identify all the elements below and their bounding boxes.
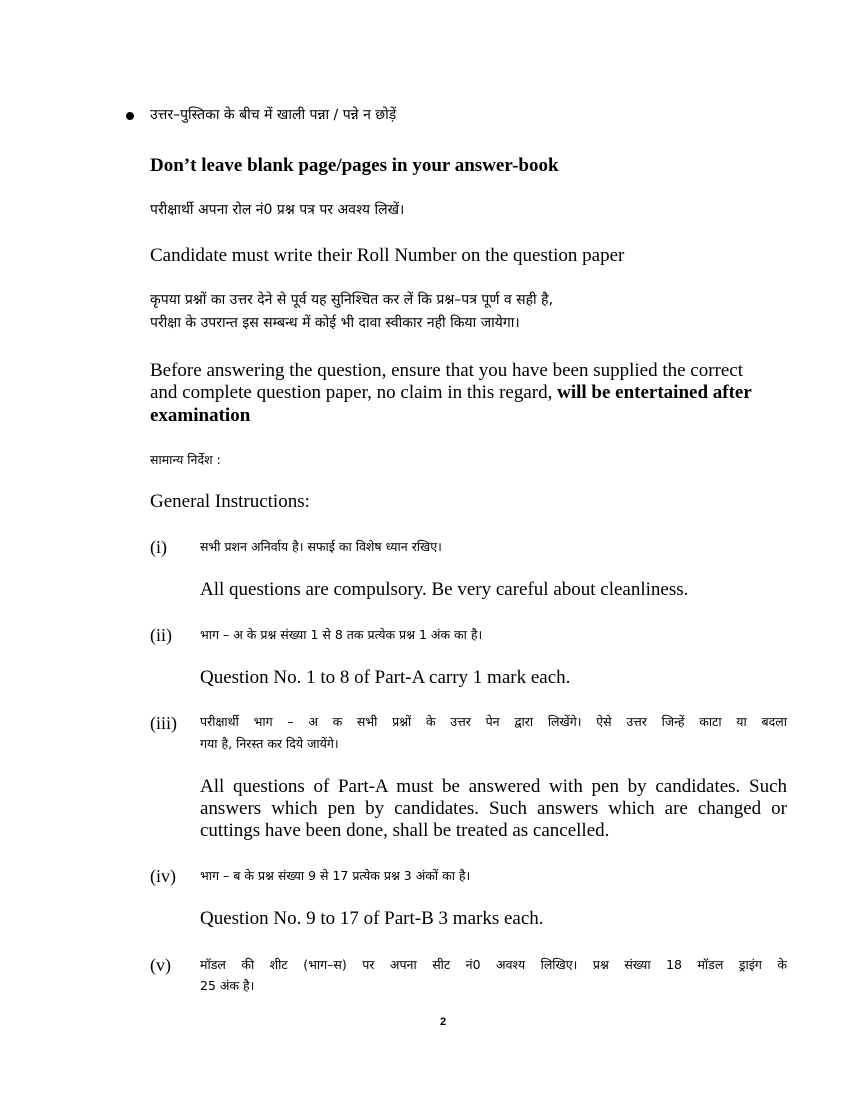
bullet-icon <box>126 112 134 120</box>
instruction-5-hindi-line-1: मॉडल की शीट (भाग–स) पर अपना सीट नं0 अवश्य लिखिए। प्रश्न संख्या 18 मॉडल ड्राइंग के <box>200 957 787 972</box>
paper-check-note-english-line-2 <box>150 381 752 405</box>
instruction-2-english: Question No. 1 to 8 of Part-A carry 1 mark each. <box>200 667 571 688</box>
general-instructions-heading-english: General Instructions: <box>150 491 310 512</box>
paper-check-note-english-line-2-bold: will be entertained after <box>557 382 752 403</box>
instruction-3-english-line-1: All questions of Part-A must be answered with pen by candidates. Such <box>200 776 787 797</box>
paper-check-note-english-line-1: Before answering the question, ensure that you have been supplied the correct <box>150 360 744 381</box>
instruction-3-hindi-line-1: परीक्षार्थी भाग – अ क सभी प्रश्नों के उत्तर पेन द्वारा लिखेंगे। ऐसे उत्तर जिन्हें काटा या बदला <box>200 714 787 729</box>
instruction-3-hindi-line-2: गया है, निरस्त कर दिये जायेंगे। <box>200 736 339 751</box>
instruction-1-hindi: सभी प्रशन अनिर्वाय है। सफाई का विशेष ध्यान रखिए। <box>200 539 442 554</box>
instruction-number: (v) <box>150 955 171 975</box>
instruction-4-hindi: भाग – ब के प्रश्न संख्या 9 से 17 प्रत्येक प्रश्न 3 अंकों का है। <box>200 868 471 883</box>
paper-check-note-hindi-line-1: कृपया प्रश्नों का उत्तर देने से पूर्व यह सुनिश्चित कर लें कि प्रश्न–पत्र पूर्ण व सही है, <box>150 292 554 308</box>
instruction-3-english-line-2: answers which pen by candidates. Such answers which are changed or <box>200 798 787 819</box>
page-number: 2 <box>440 1016 447 1028</box>
instruction-5-hindi-line-2: 25 अंक है। <box>200 978 255 993</box>
instruction-3-english-line-3: cuttings have been done, shall be treated as cancelled. <box>200 820 610 841</box>
general-instructions-heading-hindi: सामान्य निर्देश : <box>150 452 221 467</box>
instruction-4-english: Question No. 9 to 17 of Part-B 3 marks each. <box>200 908 544 929</box>
blank-page-warning-english: Don’t leave blank page/pages in your answer-book <box>150 155 559 176</box>
instruction-1-english: All questions are compulsory. Be very careful about cleanliness. <box>200 579 689 600</box>
instruction-number: (iii) <box>150 713 177 733</box>
roll-number-note-hindi: परीक्षार्थी अपना रोल नं0 प्रश्न पत्र पर अवश्य लिखें। <box>150 202 405 218</box>
instruction-2-hindi: भाग – अ के प्रश्न संख्या 1 से 8 तक प्रत्येक प्रश्न 1 अंक का है। <box>200 627 483 642</box>
instruction-number: (i) <box>150 537 167 557</box>
blank-page-warning-hindi: उत्तर–पुस्तिका के बीच में खाली पन्ना / पन्ने न छोड़ें <box>150 107 397 123</box>
paper-check-note-english-line-3: examination <box>150 405 251 426</box>
instruction-number: (ii) <box>150 625 172 645</box>
paper-check-note-english-line-2-regular: and complete question paper, no claim in this regard, <box>150 382 553 403</box>
instruction-number: (iv) <box>150 866 176 886</box>
roll-number-note-english: Candidate must write their Roll Number on the question paper <box>150 245 625 266</box>
paper-check-note-hindi-line-2: परीक्षा के उपरान्त इस सम्बन्ध में कोई भी दावा स्वीकार नही किया जायेगा। <box>150 315 520 331</box>
